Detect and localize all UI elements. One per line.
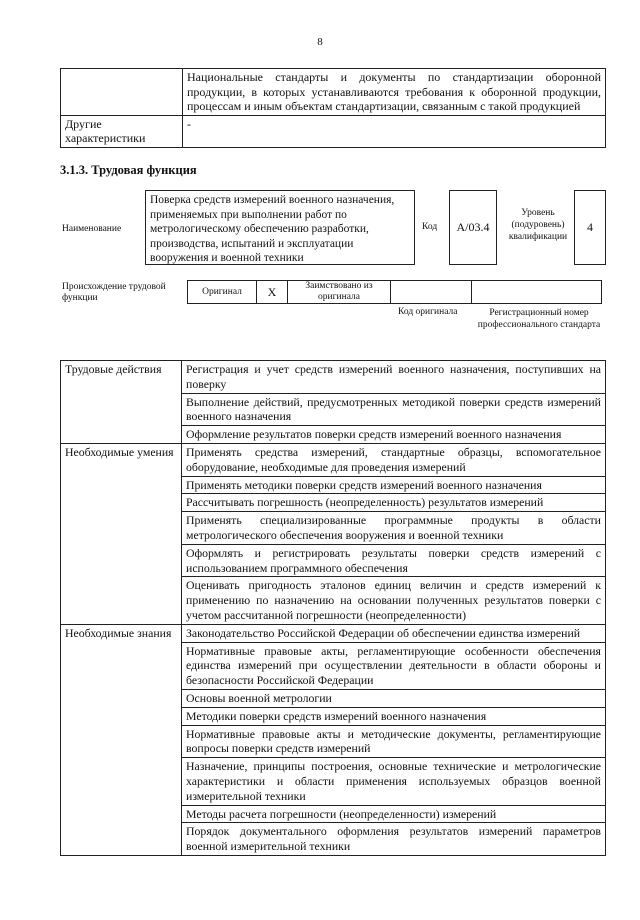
list-item: Выполнение действий, предусмотренных методикой поверки средств измерений военного назначения xyxy=(182,393,606,426)
list-item: Основы военной метрологии xyxy=(182,689,606,707)
list-item: Оценивать пригодность эталонов единиц величин и средств измерений к применению по назначению на основании полученных результатов поверки с учетом рассчитанной погрешности (неопределенности) xyxy=(182,577,606,624)
row-text: Национальные стандарты и документы по стандартизации оборонной продукции, в которых устанавливаются требования к оборонной продукции, процессам и иным объектам стандартизации, связанным с такой продукцией xyxy=(183,69,606,116)
list-item: Методы расчета погрешности (неопределенности) измерений xyxy=(182,805,606,823)
labor-function-table xyxy=(60,360,606,856)
list-item: Оформлять и регистрировать результаты поверки средств измерений с использованием программного обеспечения xyxy=(182,544,606,577)
group-label: Необходимые знания xyxy=(61,624,182,855)
function-name: Поверка средств измерений военного назначения, применяемых при выполнении работ по метрологическому обеспечению разработки, производства, испытаний и эксплуатации вооружения и военной техники xyxy=(145,190,415,265)
top-table xyxy=(60,68,606,148)
code-original-cell xyxy=(390,280,472,304)
list-item: Применять специализированные программные продукты в области метрологического обеспечения вооружения и военной техники xyxy=(182,512,606,545)
list-item: Применять методики поверки средств измерений военного назначения xyxy=(182,476,606,494)
list-item: Оформление результатов поверки средств измерений военного назначения xyxy=(182,426,606,444)
table-row xyxy=(61,361,606,394)
list-item: Порядок документального оформления результатов измерений параметров военной измерительной техники xyxy=(182,823,606,856)
list-item: Нормативные правовые акты и методические документы, регламентирующие вопросы поверки средств измерений xyxy=(182,725,606,758)
original-cell: Оригинал xyxy=(187,280,257,304)
table-row xyxy=(61,624,606,642)
list-item: Законодательство Российской Федерации об обеспечении единства измерений xyxy=(182,624,606,642)
origin-label: Происхождение трудовой функции xyxy=(62,282,166,303)
table-row xyxy=(61,115,606,147)
code-label: Код xyxy=(422,222,438,232)
reg-number-cell xyxy=(471,280,602,304)
row-label: Другие характеристики xyxy=(61,115,183,147)
origin-row xyxy=(188,280,602,304)
group-label: Необходимые умения xyxy=(61,443,182,624)
page-number: 8 xyxy=(317,36,323,48)
original-mark: X xyxy=(256,280,288,304)
list-item: Применять средства измерений, стандартные образцы, вспомогательное оборудование, необходимые для проведения измерений xyxy=(182,443,606,476)
section-heading: 3.1.3. Трудовая функция xyxy=(60,163,197,177)
function-level: 4 xyxy=(574,190,606,265)
group-label: Трудовые действия xyxy=(61,361,182,444)
list-item: Регистрация и учет средств измерений военного назначения, поступивших на поверку xyxy=(182,361,606,394)
table-row xyxy=(61,443,606,476)
code-original-label: Код оригинала xyxy=(398,307,458,317)
function-code: А/03.4 xyxy=(449,190,497,265)
row-label xyxy=(61,69,183,116)
list-item: Рассчитывать погрешность (неопределенность) результатов измерений xyxy=(182,494,606,512)
level-label: Уровень (подуровень) квалификации xyxy=(508,208,568,242)
reg-number-label: Регистрационный номер профессионального стандарта xyxy=(477,308,601,330)
row-text: - xyxy=(183,115,606,147)
list-item: Назначение, принципы построения, основные технические и метрологические характеристики и области применения используемых образцов военной измерительной техники xyxy=(182,758,606,805)
name-label: Наименование xyxy=(62,224,122,234)
table-row xyxy=(61,69,606,116)
list-item: Нормативные правовые акты, регламентирующие особенности обеспечения единства измерений при осуществлении деятельности в области обороны и безопасности Российской Федерации xyxy=(182,642,606,689)
list-item: Методики поверки средств измерений военного назначения xyxy=(182,707,606,725)
borrowed-cell: Заимствовано из оригинала xyxy=(287,280,391,304)
